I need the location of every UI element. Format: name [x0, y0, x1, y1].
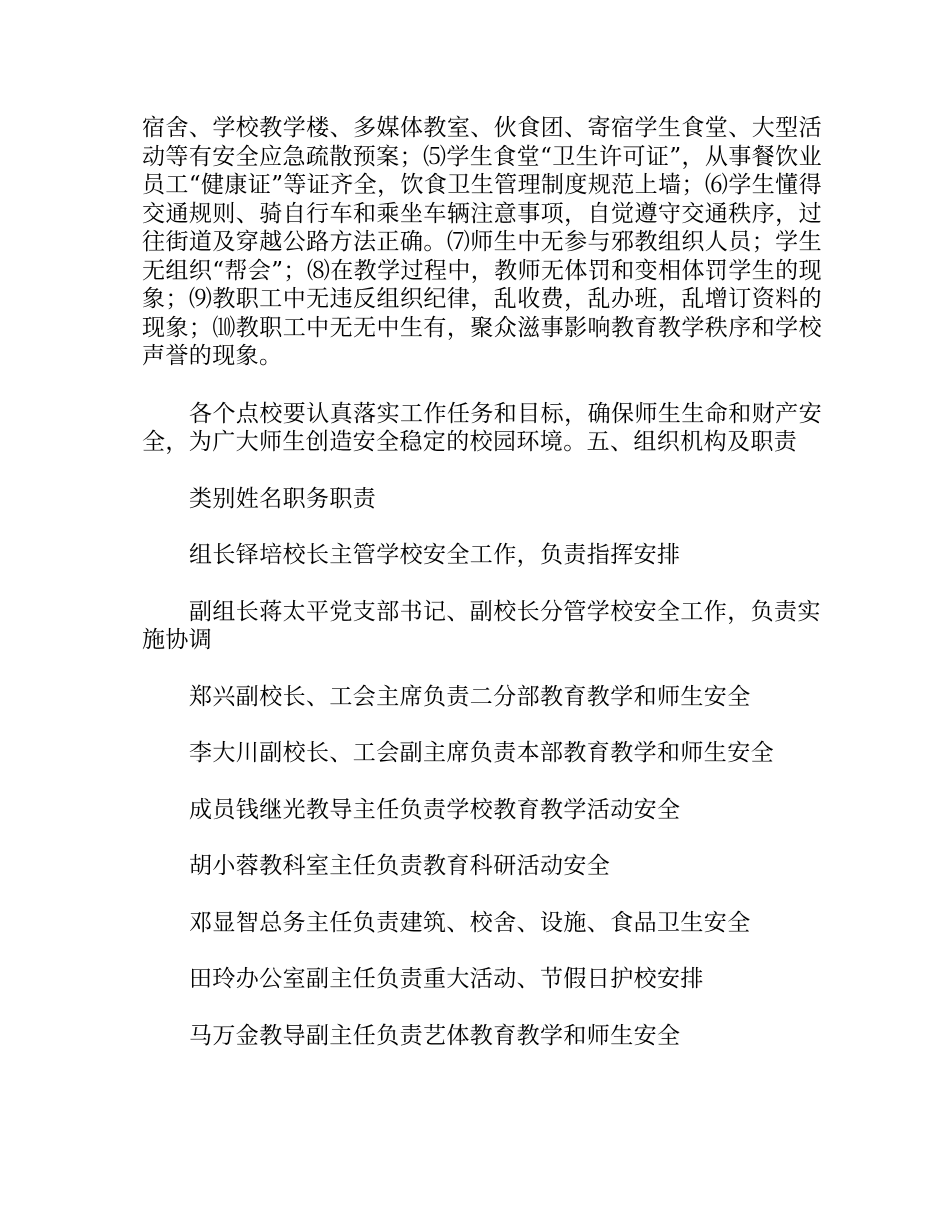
org-table-header: 类别姓名职务职责	[189, 485, 377, 512]
org-row-leader: 组长铎培校长主管学校安全工作，负责指挥安排	[189, 542, 681, 568]
org-row-member-deng: 邓显智总务主任负责建筑、校舍、设施、食品卫生安全	[189, 909, 751, 936]
org-row-member-ma: 马万金教导副主任负责艺体教育教学和师生安全	[189, 1022, 681, 1049]
document-body	[142, 114, 822, 1050]
org-row-deputy-li: 李大川副校长、工会副主席负责本部教育教学和师生安全	[189, 740, 774, 766]
org-row-member-hu: 胡小蓉教科室主任负责教育科研活动安全	[189, 853, 611, 879]
org-row-member-qian: 成员钱继光教导主任负责学校教育教学活动安全	[189, 796, 681, 823]
org-row-deputy-zheng: 郑兴副校长、工会主席负责二分部教育教学和师生安全	[189, 683, 751, 710]
org-row-deputy-leader: 副组长蒋太平党支部书记、副校长分管学校安全工作，负责实施协调	[142, 598, 821, 653]
org-row-member-tian: 田玲办公室副主任负责重大活动、节假日护校安排	[189, 966, 704, 992]
paragraph-implementation: 各个点校要认真落实工作任务和目标，确保师生生命和财产安全，为广大师生创造安全稳定的校园环境。五、组织机构及职责	[142, 400, 822, 455]
paragraph-safety-targets: 宿舍、学校教学楼、多媒体教室、伙食团、寄宿学生食堂、大型活动等有安全应急疏散预案；⑸学生食堂“卫生许可证”，从事餐饮业员工“健康证”等证齐全，饮食卫生管理制度规范上墙；⑹学生懂得交通规则、骑自行车和乘坐车辆注意事项，自觉遵守交通秩序，过往街道及穿越公路方法正确。⑺师生中无参与邪教组织人员；学生无组织“帮会”；⑻在教学过程中，教师无体罚和变相体罚学生的现象；⑼教职工中无违反组织纪律，乱收费，乱办班，乱增订资料的现象；⑽教职工中无无中生有，聚众滋事影响教育教学秩序和学校声誉的现象。	[142, 115, 822, 369]
